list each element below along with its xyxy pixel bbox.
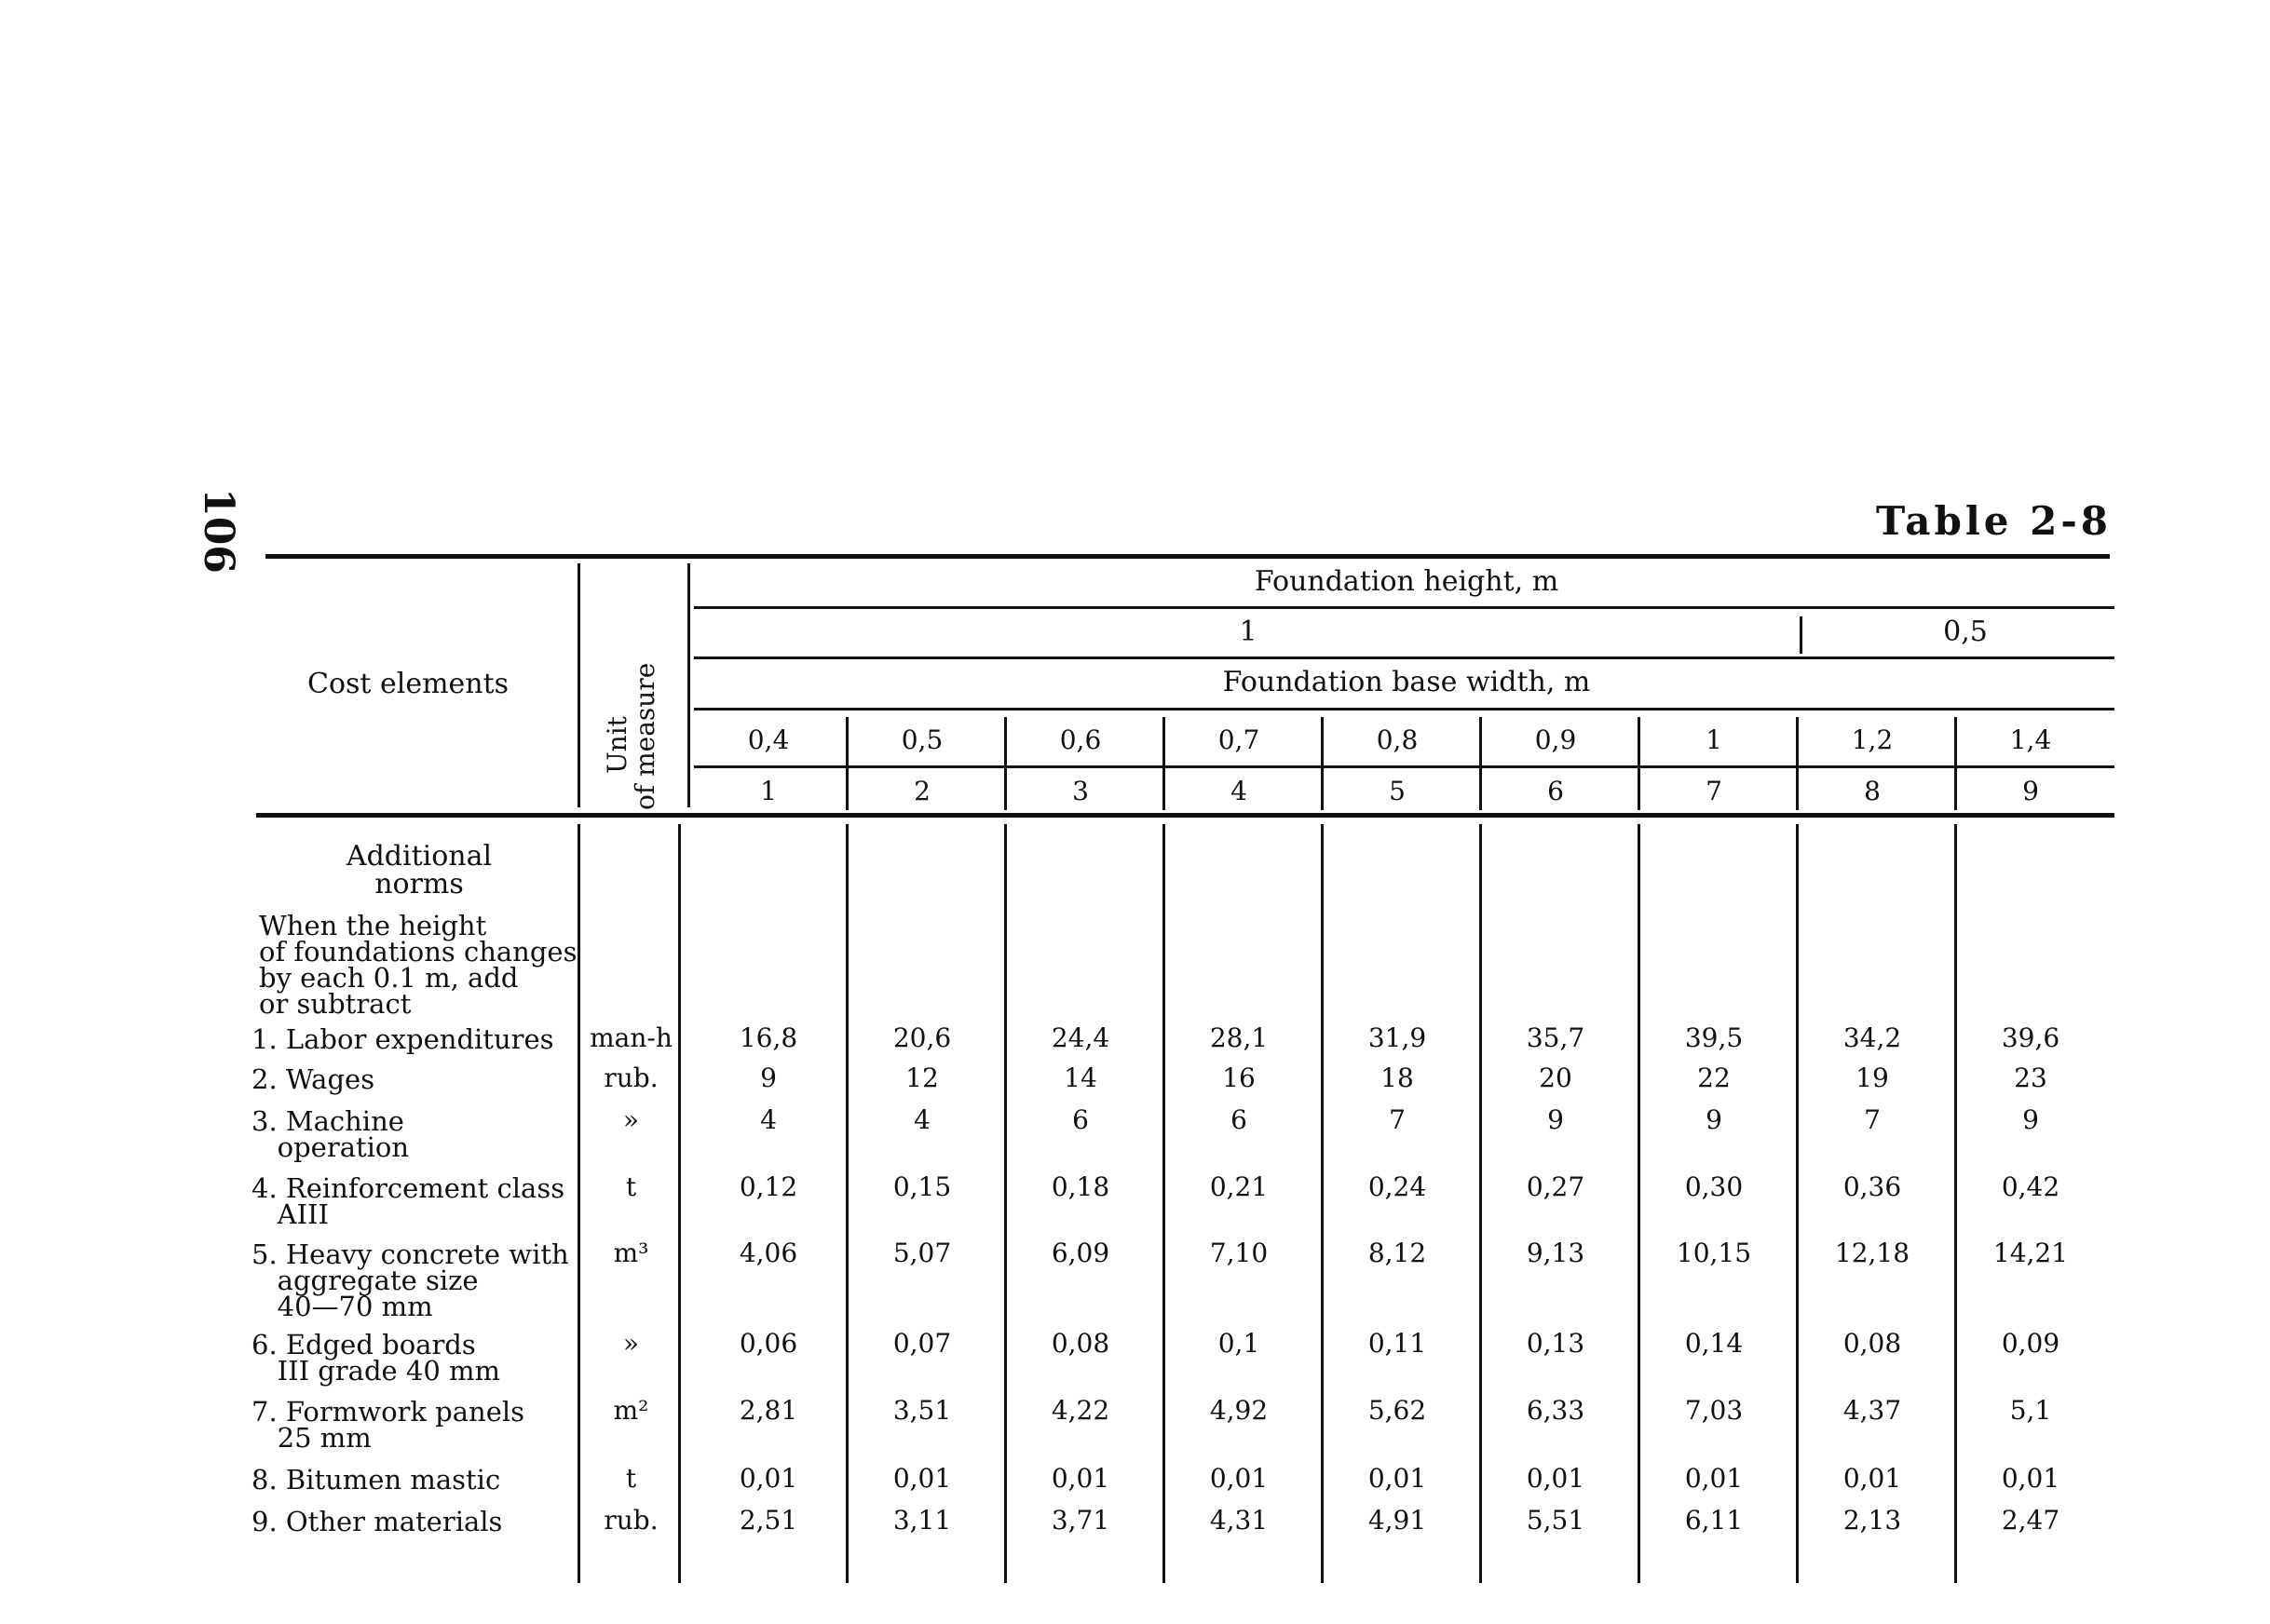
column-number-2: 2 <box>914 776 931 806</box>
row-label-3: 3. Machine operation <box>251 1105 410 1163</box>
row-5-col-7: 10,15 <box>1676 1238 1752 1268</box>
width-value-8: 1,2 <box>1851 724 1894 755</box>
table-title: Table 2-8 <box>1876 498 2112 544</box>
column-number-9: 9 <box>2022 776 2039 806</box>
width-value-6: 0,9 <box>1534 724 1577 755</box>
row-label-8: 8. Bitumen mastic <box>251 1464 501 1495</box>
row-1-col-9: 39,6 <box>2001 1022 2060 1053</box>
height-title-rule <box>694 606 2114 609</box>
row-7-col-3: 4,22 <box>1051 1395 1110 1426</box>
row-4-col-4: 0,21 <box>1209 1171 1269 1202</box>
row-1-col-3: 24,4 <box>1051 1022 1110 1053</box>
row-9-col-7: 6,11 <box>1684 1505 1744 1536</box>
row-label-4: 4. Reinforcement class AIII <box>251 1172 565 1230</box>
row-8-col-6: 0,01 <box>1526 1463 1585 1494</box>
row-2-col-6: 20 <box>1539 1062 1572 1093</box>
header-vline-elements <box>578 563 580 807</box>
row-2-col-5: 18 <box>1380 1062 1414 1093</box>
row-3-col-6: 9 <box>1547 1104 1564 1135</box>
section-note: When the height of foundations changes by each 0.1 m, add or subtract <box>259 910 578 1020</box>
row-4-col-3: 0,18 <box>1051 1171 1110 1202</box>
header-col-rule-6 <box>1638 717 1640 810</box>
row-unit-8: t <box>625 1463 637 1494</box>
row-8-col-7: 0,01 <box>1684 1463 1744 1494</box>
unit-header-line2: of measure <box>630 662 660 810</box>
row-9-col-5: 4,91 <box>1367 1505 1427 1536</box>
row-label-9: 9. Other materials <box>251 1506 503 1537</box>
row-8-col-5: 0,01 <box>1367 1463 1427 1494</box>
row-6-col-6: 0,13 <box>1526 1328 1585 1359</box>
row-unit-1: man-h <box>590 1022 673 1053</box>
row-unit-2: rub. <box>604 1062 659 1093</box>
height-group-1: 1 <box>1239 616 1257 648</box>
row-6-col-7: 0,14 <box>1684 1328 1744 1359</box>
section-title-line1: Additional <box>346 840 493 873</box>
column-number-8: 8 <box>1864 776 1881 806</box>
row-6-col-4: 0,1 <box>1217 1328 1260 1359</box>
section-title-line2: norms <box>374 868 464 900</box>
row-1-col-5: 31,9 <box>1367 1022 1427 1053</box>
row-6-col-8: 0,08 <box>1842 1328 1902 1359</box>
header-vline-group-split <box>1800 616 1802 654</box>
header-col-rule-3 <box>1162 717 1165 810</box>
row-6-col-9: 0,09 <box>2001 1328 2060 1359</box>
unit-header-line1: Unit <box>602 716 632 774</box>
row-7-col-7: 7,03 <box>1684 1395 1744 1426</box>
row-label-6: 6. Edged boards III grade 40 mm <box>251 1329 501 1387</box>
column-number-4: 4 <box>1230 776 1247 806</box>
row-8-col-8: 0,01 <box>1842 1463 1902 1494</box>
width-value-9: 1,4 <box>2009 724 2052 755</box>
row-2-col-2: 12 <box>905 1062 939 1093</box>
column-number-7: 7 <box>1706 776 1722 806</box>
column-number-1: 1 <box>760 776 777 806</box>
row-unit-6: » <box>622 1328 640 1359</box>
header-col-rule-1 <box>846 717 849 810</box>
header-col-rule-8 <box>1954 717 1957 810</box>
column-number-5: 5 <box>1389 776 1406 806</box>
row-7-col-6: 6,33 <box>1526 1395 1585 1426</box>
header-bottom-rule <box>256 813 2114 818</box>
row-4-col-2: 0,15 <box>892 1171 952 1202</box>
row-3-col-5: 7 <box>1389 1104 1406 1135</box>
row-7-col-4: 4,92 <box>1209 1395 1269 1426</box>
row-2-col-9: 23 <box>2014 1062 2047 1093</box>
row-8-col-9: 0,01 <box>2001 1463 2060 1494</box>
width-value-7: 1 <box>1706 724 1722 755</box>
row-7-col-5: 5,62 <box>1367 1395 1427 1426</box>
column-number-3: 3 <box>1072 776 1089 806</box>
page-number: 106 <box>195 488 243 574</box>
row-1-col-7: 39,5 <box>1684 1022 1744 1053</box>
row-label-7: 7. Formwork panels 25 mm <box>251 1396 525 1454</box>
elements-column-header: Cost elements <box>307 668 510 700</box>
row-3-col-9: 9 <box>2022 1104 2039 1135</box>
table-top-rule <box>265 554 2110 559</box>
row-7-col-1: 2,81 <box>739 1395 798 1426</box>
row-label-1: 1. Labor expenditures <box>251 1023 554 1055</box>
row-6-col-3: 0,08 <box>1051 1328 1110 1359</box>
row-5-col-3: 6,09 <box>1051 1238 1110 1268</box>
row-9-col-1: 2,51 <box>739 1505 798 1536</box>
header-vline-unit <box>687 563 690 807</box>
row-2-col-1: 9 <box>760 1062 777 1093</box>
width-title-rule <box>694 708 2114 710</box>
width-value-1: 0,4 <box>747 724 790 755</box>
row-4-col-8: 0,36 <box>1842 1171 1902 1202</box>
row-9-col-2: 3,11 <box>892 1505 952 1536</box>
row-8-col-1: 0,01 <box>739 1463 798 1494</box>
row-1-col-1: 16,8 <box>739 1022 798 1053</box>
row-6-col-2: 0,07 <box>892 1328 952 1359</box>
row-4-col-9: 0,42 <box>2001 1171 2060 1202</box>
row-3-col-2: 4 <box>914 1104 931 1135</box>
row-3-col-8: 7 <box>1864 1104 1881 1135</box>
row-unit-5: m³ <box>613 1238 649 1268</box>
height-group-rule <box>694 656 2114 659</box>
height-group-2: 0,5 <box>1943 616 1988 648</box>
width-value-2: 0,5 <box>901 724 944 755</box>
row-8-col-2: 0,01 <box>892 1463 952 1494</box>
header-col-rule-4 <box>1321 717 1324 810</box>
row-5-col-8: 12,18 <box>1834 1238 1910 1268</box>
row-unit-7: m² <box>613 1395 649 1426</box>
row-5-col-1: 4,06 <box>739 1238 798 1268</box>
row-5-col-4: 7,10 <box>1209 1238 1269 1268</box>
row-7-col-8: 4,37 <box>1842 1395 1902 1426</box>
header-col-rule-2 <box>1004 717 1007 810</box>
row-1-col-4: 28,1 <box>1209 1022 1269 1053</box>
row-3-col-7: 9 <box>1706 1104 1722 1135</box>
row-3-col-3: 6 <box>1072 1104 1089 1135</box>
row-5-col-9: 14,21 <box>1992 1238 2069 1268</box>
width-values-rule <box>694 765 2114 768</box>
width-title: Foundation base width, m <box>1222 666 1591 698</box>
width-value-3: 0,6 <box>1059 724 1102 755</box>
row-1-col-6: 35,7 <box>1526 1022 1585 1053</box>
row-8-col-3: 0,01 <box>1051 1463 1110 1494</box>
row-3-col-1: 4 <box>760 1104 777 1135</box>
width-value-5: 0,8 <box>1376 724 1419 755</box>
row-1-col-8: 34,2 <box>1842 1022 1902 1053</box>
row-3-col-4: 6 <box>1230 1104 1247 1135</box>
row-5-col-2: 5,07 <box>892 1238 952 1268</box>
row-9-col-9: 2,47 <box>2001 1505 2060 1536</box>
row-4-col-5: 0,24 <box>1367 1171 1427 1202</box>
column-number-6: 6 <box>1547 776 1564 806</box>
height-title: Foundation height, m <box>1254 565 1559 598</box>
row-2-col-3: 14 <box>1064 1062 1097 1093</box>
row-9-col-6: 5,51 <box>1526 1505 1585 1536</box>
row-6-col-1: 0,06 <box>739 1328 798 1359</box>
row-1-col-2: 20,6 <box>892 1022 952 1053</box>
body-vline-1 <box>578 824 580 1583</box>
row-2-col-4: 16 <box>1222 1062 1256 1093</box>
row-9-col-3: 3,71 <box>1051 1505 1110 1536</box>
row-2-col-7: 22 <box>1697 1062 1731 1093</box>
row-unit-4: t <box>625 1171 637 1202</box>
row-2-col-8: 19 <box>1855 1062 1889 1093</box>
row-5-col-6: 9,13 <box>1526 1238 1585 1268</box>
header-col-rule-5 <box>1479 717 1482 810</box>
unit-column-header <box>602 662 660 810</box>
row-9-col-4: 4,31 <box>1209 1505 1269 1536</box>
row-4-col-6: 0,27 <box>1526 1171 1585 1202</box>
row-label-5: 5. Heavy concrete with aggregate size 40—70 mm <box>251 1238 569 1322</box>
row-7-col-2: 3,51 <box>892 1395 952 1426</box>
row-6-col-5: 0,11 <box>1367 1328 1427 1359</box>
section-title <box>270 840 568 900</box>
width-value-4: 0,7 <box>1217 724 1260 755</box>
row-9-col-8: 2,13 <box>1842 1505 1902 1536</box>
row-unit-9: rub. <box>604 1505 659 1536</box>
row-8-col-4: 0,01 <box>1209 1463 1269 1494</box>
row-label-2: 2. Wages <box>251 1063 375 1095</box>
header-col-rule-7 <box>1796 717 1799 810</box>
row-5-col-5: 8,12 <box>1367 1238 1427 1268</box>
row-unit-3: » <box>622 1104 640 1135</box>
row-4-col-1: 0,12 <box>739 1171 798 1202</box>
row-7-col-9: 5,1 <box>2009 1395 2052 1426</box>
row-4-col-7: 0,30 <box>1684 1171 1744 1202</box>
